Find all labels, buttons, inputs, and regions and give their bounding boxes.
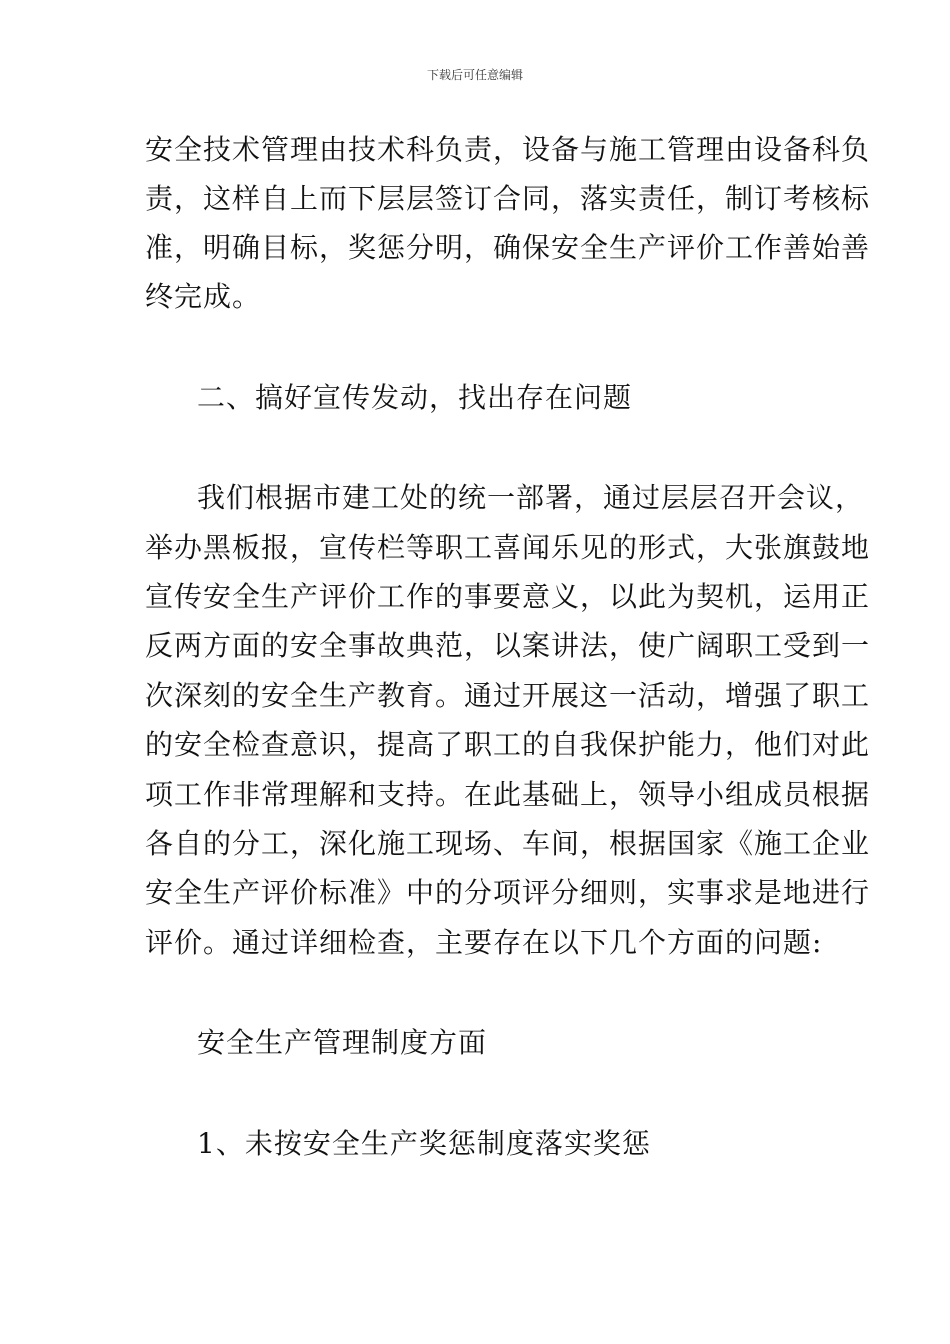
text-line: 项工作非常理解和支持。在此基础上，领导小组成员根据 <box>145 778 871 811</box>
text-line: 责，这样自上而下层层签订合同，落实责任，制订考核标 <box>145 182 871 215</box>
text-line: 准，明确目标，奖惩分明，确保安全生产评价工作善始善 <box>145 231 871 264</box>
text-line: 举办黑板报，宣传栏等职工喜闻乐见的形式，大张旗鼓地 <box>145 531 871 564</box>
text-line: 评价。通过详细检查，主要存在以下几个方面的问题: <box>145 926 823 959</box>
text-line: 反两方面的安全事故典范，以案讲法，使广阔职工受到一 <box>145 629 871 662</box>
section-heading: 二、搞好宣传发动，找出存在问题 <box>197 381 633 414</box>
text-line: 我们根据市建工处的统一部署，通过层层召开会议， <box>197 481 865 514</box>
text-line: 安全技术管理由技术科负责，设备与施工管理由设备科负 <box>145 133 871 166</box>
list-item: 1、未按安全生产奖惩制度落实奖惩 <box>197 1127 651 1160</box>
text-line: 的安全检查意识，提高了职工的自我保护能力，他们对此 <box>145 728 871 761</box>
text-line: 终完成。 <box>145 280 262 313</box>
subheading: 安全生产管理制度方面 <box>197 1026 488 1059</box>
page-header-note: 下载后可任意编辑 <box>426 68 523 82</box>
text-line: 次深刻的安全生产教育。通过开展这一活动，增强了职工 <box>145 679 871 712</box>
text-line: 各自的分工，深化施工现场、车间，根据国家《施工企业 <box>145 827 871 860</box>
text-line: 宣传安全生产评价工作的事要意义，以此为契机，运用正 <box>145 580 871 613</box>
text-line: 安全生产评价标准》中的分项评分细则，实事求是地进行 <box>145 876 871 909</box>
